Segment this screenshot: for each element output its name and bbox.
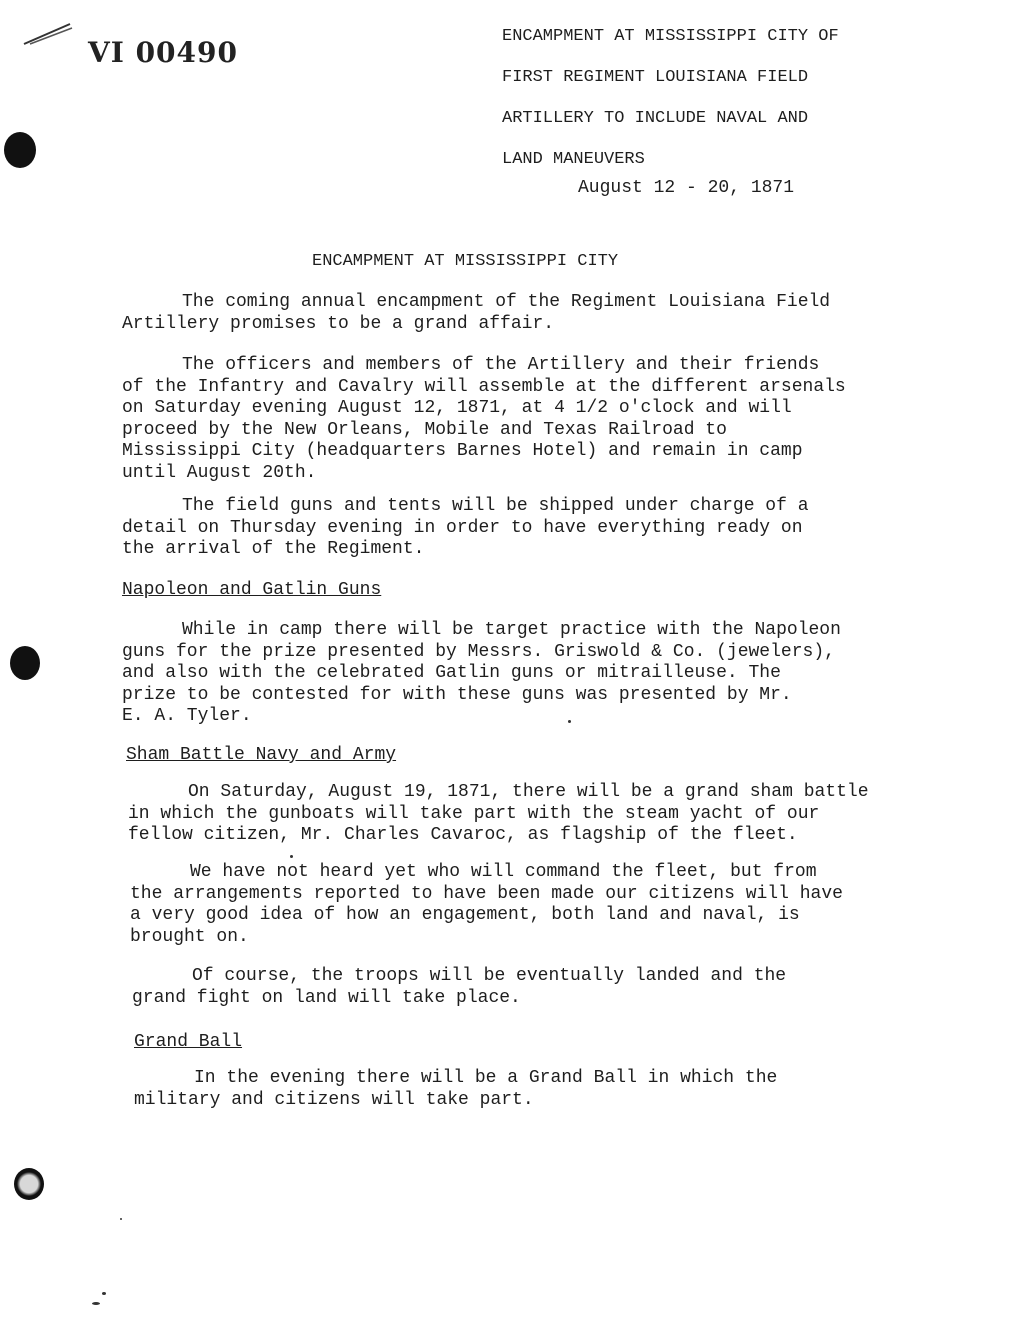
text-line: military and citizens will take part. xyxy=(134,1089,534,1110)
text-line: in which the gunboats will take part with the steam yacht of our xyxy=(128,803,820,824)
scan-speck xyxy=(92,1302,100,1305)
paragraph xyxy=(122,496,952,561)
paragraph xyxy=(122,355,952,484)
text-line: proceed by the New Orleans, Mobile and Texas Railroad to xyxy=(122,419,727,440)
text-line: brought on. xyxy=(130,926,249,947)
section-heading: Sham Battle Navy and Army xyxy=(126,745,397,765)
header-line: FIRST REGIMENT LOUISIANA FIELD xyxy=(502,68,809,87)
paragraph xyxy=(130,862,960,948)
punch-hole xyxy=(14,1168,44,1200)
paragraph xyxy=(128,782,958,847)
document-header xyxy=(502,16,972,180)
text-line: E. A. Tyler. xyxy=(122,706,252,726)
text-line: Of course, the troops will be eventually landed and the xyxy=(192,966,787,986)
text-line: On Saturday, August 19, 1871, there will be a grand sham battle xyxy=(188,782,869,802)
text-line: The officers and members of the Artillery and their friends xyxy=(182,355,820,375)
scan-speck xyxy=(120,1218,122,1220)
scan-speck xyxy=(290,855,293,858)
text-line: grand fight on land will take place. xyxy=(132,987,521,1008)
text-line: detail on Thursday evening in order to have everything ready on xyxy=(122,517,803,538)
text-line: The coming annual encampment of the Regiment Louisiana Field xyxy=(182,292,831,312)
section-heading: Grand Ball xyxy=(134,1032,243,1052)
paragraph xyxy=(122,620,952,728)
text-line: guns for the prize presented by Messrs. Griswold & Co. (jewelers), xyxy=(122,641,835,662)
text-line: the arrival of the Regiment. xyxy=(122,539,425,559)
header-line: LAND MANEUVERS xyxy=(502,150,645,169)
document-id-marking: VI 00490 xyxy=(88,36,238,69)
text-line: The field guns and tents will be shipped under charge of a xyxy=(182,496,809,516)
header-line: ARTILLERY TO INCLUDE NAVAL AND xyxy=(502,109,809,128)
punch-hole xyxy=(10,646,40,680)
paragraph xyxy=(132,966,962,1009)
section-heading: Napoleon and Gatlin Guns xyxy=(122,580,382,600)
date-range: August 12 - 20, 1871 xyxy=(578,178,795,198)
document-title: ENCAMPMENT AT MISSISSIPPI CITY xyxy=(312,252,619,271)
text-line: In the evening there will be a Grand Ball in which the xyxy=(194,1068,778,1088)
text-line: Artillery promises to be a grand affair. xyxy=(122,313,555,334)
text-line: a very good idea of how an engagement, both land and naval, is xyxy=(130,905,800,925)
header-line: ENCAMPMENT AT MISSISSIPPI CITY OF xyxy=(502,27,839,46)
text-line: We have not heard yet who will command the fleet, but from xyxy=(190,862,817,882)
paragraph xyxy=(122,292,952,335)
text-line: While in camp there will be target practice with the Napoleon xyxy=(182,620,841,640)
punch-hole xyxy=(4,132,36,168)
scan-speck xyxy=(568,720,571,723)
text-line: on Saturday evening August 12, 1871, at 4 1/2 o'clock and will xyxy=(122,398,792,418)
scan-speck xyxy=(102,1292,106,1295)
text-line: prize to be contested for with these guns was presented by Mr. xyxy=(122,684,792,705)
text-line: until August 20th. xyxy=(122,462,317,483)
text-line: and also with the celebrated Gatlin guns or mitrailleuse. The xyxy=(122,663,781,683)
text-line: Mississippi City (headquarters Barnes Hotel) and remain in camp xyxy=(122,441,803,461)
text-line: the arrangements reported to have been made our citizens will have xyxy=(130,883,843,904)
paragraph xyxy=(134,1068,964,1111)
pen-slash-mark xyxy=(22,22,74,46)
text-line: fellow citizen, Mr. Charles Cavaroc, as flagship of the fleet. xyxy=(128,825,798,845)
text-line: of the Infantry and Cavalry will assemble at the different arsenals xyxy=(122,376,846,397)
